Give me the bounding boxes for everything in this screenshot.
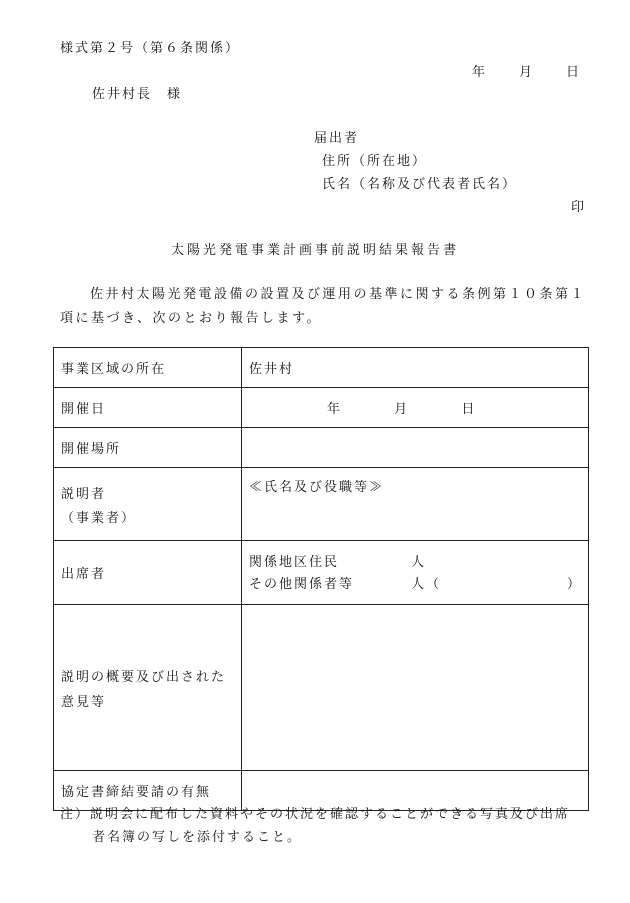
note-line2: 者名簿の写しを添付すること。 <box>92 830 303 845</box>
body-text: 佐井村太陽光発電設備の設置及び運用の基準に関する条例第１０条第１項に基づき、次のとおり報告します。 <box>60 287 587 326</box>
date-year-label: 年 <box>472 65 488 80</box>
addressee: 佐井村長 様 <box>92 87 183 102</box>
date-value-month: 月 <box>394 402 410 417</box>
attendees-value <box>242 541 589 605</box>
presenter-label <box>54 468 242 541</box>
agreement-label: 協定書締結要請の有無 <box>54 771 242 811</box>
summary-label-line1: 説明の概要及び出された <box>61 669 227 685</box>
summary-value <box>242 605 589 771</box>
applicant-label: 届出者 <box>314 131 360 146</box>
name-label: 氏名（名称及び代表者氏名） <box>322 177 518 192</box>
document-title: 太陽光発電事業計画事前説明結果報告書 <box>170 243 459 258</box>
table-row-location <box>54 348 589 388</box>
location-value: 佐井村 <box>242 348 589 388</box>
address-label: 住所（所在地） <box>322 154 428 169</box>
form-number: 様式第２号（第６条関係） <box>60 41 241 56</box>
presenter-value: ≪氏名及び役職等≫ <box>242 468 589 541</box>
location-label: 事業区域の所在 <box>54 348 242 388</box>
date-value-year: 年 <box>327 402 343 417</box>
presenter-label-line2: （事業者） <box>61 510 137 526</box>
date-value-day: 日 <box>461 402 477 417</box>
table-row-presenter <box>54 468 589 541</box>
date-value <box>242 388 589 428</box>
table-row-summary <box>54 605 589 771</box>
report-table <box>53 347 589 811</box>
summary-label <box>54 605 242 771</box>
attendees-others-close: ） <box>567 576 583 592</box>
table-row-date <box>54 388 589 428</box>
date-label: 開催日 <box>54 388 242 428</box>
venue-value <box>242 428 589 468</box>
seal-mark: 印 <box>571 200 587 215</box>
attendees-label: 出席者 <box>54 541 242 605</box>
note-line1: 注）説明会に配布した資料やその状況を確認することができる写真及び出席 <box>60 807 571 822</box>
date-month-label: 月 <box>519 65 535 80</box>
attendees-residents: 関係地区住民 <box>249 554 340 570</box>
presenter-label-line1: 説明者 <box>61 486 107 502</box>
summary-label-line2: 意見等 <box>61 694 107 710</box>
date-day-label: 日 <box>566 65 582 80</box>
attendees-residents-unit: 人 <box>411 554 427 570</box>
venue-label: 開催場所 <box>54 428 242 468</box>
attendees-others-unit: 人（ <box>411 576 442 592</box>
attendees-others: その他関係者等 <box>249 576 355 592</box>
table-row-attendees <box>54 541 589 605</box>
table-row-venue <box>54 428 589 468</box>
